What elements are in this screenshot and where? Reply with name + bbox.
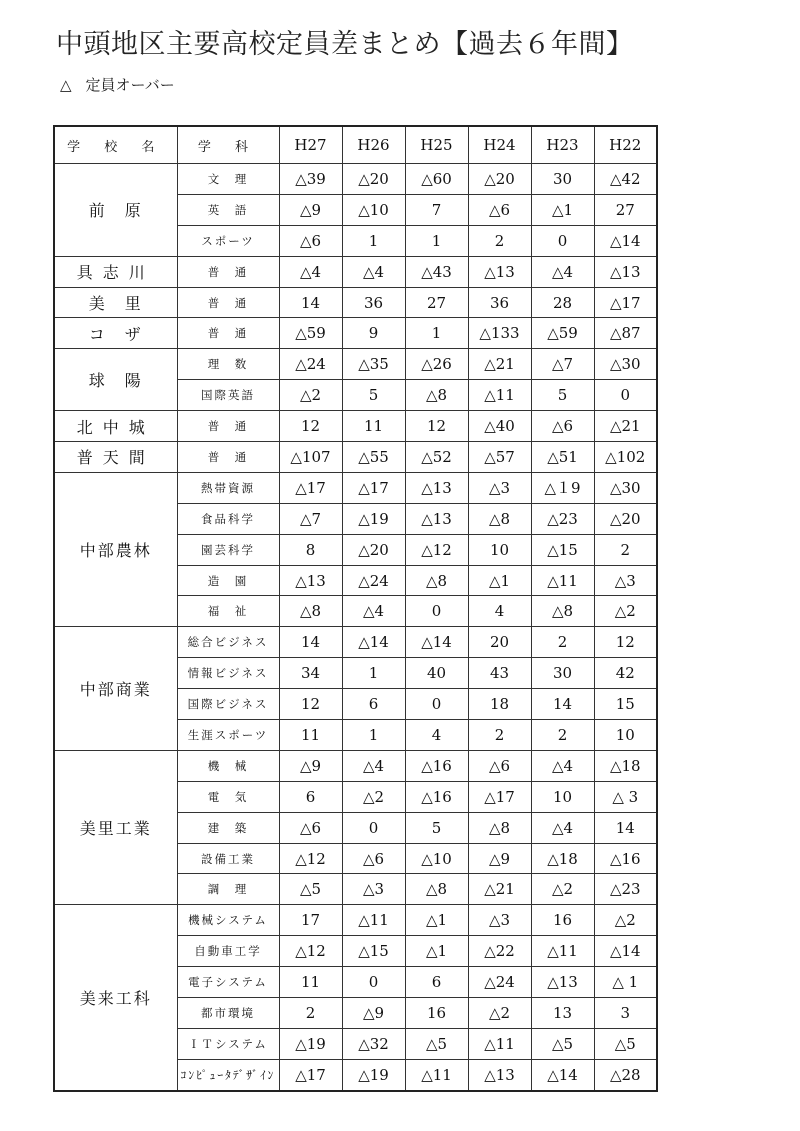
value-cell: △14 bbox=[594, 936, 657, 967]
department-cell: 建 築 bbox=[177, 812, 279, 843]
school-name-cell: 普天間 bbox=[54, 442, 177, 473]
value-cell: △18 bbox=[531, 843, 594, 874]
value-cell: △43 bbox=[405, 256, 468, 287]
school-name-cell: 北中城 bbox=[54, 411, 177, 442]
table-row bbox=[54, 905, 657, 936]
value-cell: △10 bbox=[342, 194, 405, 225]
value-cell: △19 bbox=[342, 503, 405, 534]
value-cell: 10 bbox=[468, 534, 531, 565]
value-cell: △11 bbox=[405, 1059, 468, 1090]
value-cell: 6 bbox=[279, 781, 342, 812]
value-cell: △30 bbox=[594, 472, 657, 503]
value-cell: 0 bbox=[342, 812, 405, 843]
value-cell: △6 bbox=[279, 812, 342, 843]
value-cell: △8 bbox=[468, 503, 531, 534]
value-cell: △17 bbox=[279, 1059, 342, 1090]
value-cell: △28 bbox=[594, 1059, 657, 1090]
value-cell: △8 bbox=[405, 874, 468, 905]
value-cell: 6 bbox=[342, 689, 405, 720]
department-cell: スポーツ bbox=[177, 225, 279, 256]
value-cell: 1 bbox=[342, 658, 405, 689]
value-cell: △21 bbox=[468, 349, 531, 380]
value-cell: 6 bbox=[405, 967, 468, 998]
value-cell: △60 bbox=[405, 164, 468, 195]
value-cell: 40 bbox=[405, 658, 468, 689]
value-cell: △4 bbox=[342, 256, 405, 287]
value-cell: △13 bbox=[594, 256, 657, 287]
value-cell: △2 bbox=[468, 998, 531, 1029]
school-name-cell: 美 里 bbox=[54, 287, 177, 318]
value-cell: △133 bbox=[468, 318, 531, 349]
value-cell: △4 bbox=[531, 256, 594, 287]
value-cell: △8 bbox=[405, 380, 468, 411]
department-cell: 普 通 bbox=[177, 318, 279, 349]
value-cell: 16 bbox=[531, 905, 594, 936]
department-cell: 福 祉 bbox=[177, 596, 279, 627]
department-cell: 都市環境 bbox=[177, 998, 279, 1029]
value-cell: △9 bbox=[279, 194, 342, 225]
value-cell: 0 bbox=[405, 596, 468, 627]
value-cell: 15 bbox=[594, 689, 657, 720]
value-cell: △14 bbox=[531, 1059, 594, 1090]
value-cell: △11 bbox=[531, 936, 594, 967]
value-cell: △1 bbox=[405, 905, 468, 936]
header-year: H24 bbox=[468, 126, 531, 164]
table-row bbox=[54, 164, 657, 195]
table-row bbox=[54, 256, 657, 287]
table-body bbox=[54, 164, 657, 1091]
value-cell: △2 bbox=[342, 781, 405, 812]
value-cell: 11 bbox=[279, 967, 342, 998]
value-cell: △6 bbox=[468, 194, 531, 225]
value-cell: △2 bbox=[594, 905, 657, 936]
value-cell: △1 bbox=[531, 194, 594, 225]
value-cell: △15 bbox=[342, 936, 405, 967]
value-cell: △24 bbox=[279, 349, 342, 380]
value-cell: 1 bbox=[342, 720, 405, 751]
value-cell: 34 bbox=[279, 658, 342, 689]
value-cell: △21 bbox=[594, 411, 657, 442]
value-cell: △59 bbox=[531, 318, 594, 349]
value-cell: △21 bbox=[468, 874, 531, 905]
header-school: 学 校 名 bbox=[54, 126, 177, 164]
legend-note bbox=[60, 74, 175, 95]
value-cell: △8 bbox=[531, 596, 594, 627]
school-name-cell: 具志川 bbox=[54, 256, 177, 287]
table-row bbox=[54, 627, 657, 658]
value-cell: △16 bbox=[405, 781, 468, 812]
value-cell: △26 bbox=[405, 349, 468, 380]
value-cell: 14 bbox=[531, 689, 594, 720]
table-row bbox=[54, 349, 657, 380]
value-cell: △23 bbox=[594, 874, 657, 905]
value-cell: 42 bbox=[594, 658, 657, 689]
value-cell: △3 bbox=[468, 472, 531, 503]
value-cell: △4 bbox=[342, 596, 405, 627]
value-cell: △20 bbox=[468, 164, 531, 195]
value-cell: △5 bbox=[279, 874, 342, 905]
value-cell: △4 bbox=[531, 750, 594, 781]
school-name-cell: 美来工科 bbox=[54, 905, 177, 1091]
department-cell: 国際ビジネス bbox=[177, 689, 279, 720]
legend-note-text: 定員オーバー bbox=[85, 76, 175, 94]
header-year: H27 bbox=[279, 126, 342, 164]
value-cell: 2 bbox=[468, 225, 531, 256]
capacity-difference-table bbox=[53, 125, 658, 1092]
department-cell: 電 気 bbox=[177, 781, 279, 812]
value-cell: △5 bbox=[594, 1028, 657, 1059]
value-cell: △35 bbox=[342, 349, 405, 380]
value-cell: △2 bbox=[531, 874, 594, 905]
value-cell: △8 bbox=[468, 812, 531, 843]
department-cell: ｺﾝﾋﾟｭｰﾀﾃﾞｻﾞｲﾝ bbox=[177, 1059, 279, 1090]
department-cell: 電子システム bbox=[177, 967, 279, 998]
value-cell: 20 bbox=[468, 627, 531, 658]
value-cell: △22 bbox=[468, 936, 531, 967]
department-cell: 普 通 bbox=[177, 287, 279, 318]
value-cell: △12 bbox=[279, 843, 342, 874]
department-cell: 総合ビジネス bbox=[177, 627, 279, 658]
department-cell: 調 理 bbox=[177, 874, 279, 905]
value-cell: △23 bbox=[531, 503, 594, 534]
value-cell: △13 bbox=[468, 1059, 531, 1090]
value-cell: 3 bbox=[594, 998, 657, 1029]
value-cell: △１9 bbox=[531, 472, 594, 503]
value-cell: 1 bbox=[342, 225, 405, 256]
value-cell: △6 bbox=[531, 411, 594, 442]
value-cell: 14 bbox=[594, 812, 657, 843]
value-cell: △7 bbox=[279, 503, 342, 534]
department-cell: 熱帯資源 bbox=[177, 472, 279, 503]
value-cell: 43 bbox=[468, 658, 531, 689]
value-cell: 27 bbox=[405, 287, 468, 318]
value-cell: 27 bbox=[594, 194, 657, 225]
value-cell: △ 3 bbox=[594, 781, 657, 812]
table-row bbox=[54, 318, 657, 349]
department-cell: 普 通 bbox=[177, 411, 279, 442]
value-cell: △16 bbox=[594, 843, 657, 874]
school-name-cell: 中部農林 bbox=[54, 472, 177, 626]
value-cell: 5 bbox=[531, 380, 594, 411]
value-cell: △17 bbox=[342, 472, 405, 503]
value-cell: 30 bbox=[531, 658, 594, 689]
value-cell: 14 bbox=[279, 287, 342, 318]
department-cell: 機 械 bbox=[177, 750, 279, 781]
value-cell: △57 bbox=[468, 442, 531, 473]
value-cell: 1 bbox=[405, 318, 468, 349]
value-cell: △20 bbox=[594, 503, 657, 534]
value-cell: △13 bbox=[405, 472, 468, 503]
value-cell: △ 1 bbox=[594, 967, 657, 998]
value-cell: △14 bbox=[594, 225, 657, 256]
department-cell: 造 園 bbox=[177, 565, 279, 596]
value-cell: 18 bbox=[468, 689, 531, 720]
value-cell: △19 bbox=[279, 1028, 342, 1059]
value-cell: △9 bbox=[279, 750, 342, 781]
page-title: 中頭地区主要高校定員差まとめ【過去６年間】 bbox=[56, 29, 634, 60]
value-cell: △13 bbox=[279, 565, 342, 596]
value-cell: △55 bbox=[342, 442, 405, 473]
school-name-cell: 前 原 bbox=[54, 164, 177, 257]
header-year: H25 bbox=[405, 126, 468, 164]
value-cell: 12 bbox=[594, 627, 657, 658]
value-cell: 0 bbox=[342, 967, 405, 998]
header-row bbox=[54, 126, 657, 164]
department-cell: 自動車工学 bbox=[177, 936, 279, 967]
value-cell: △16 bbox=[405, 750, 468, 781]
department-cell: 国際英語 bbox=[177, 380, 279, 411]
value-cell: △10 bbox=[405, 843, 468, 874]
value-cell: △87 bbox=[594, 318, 657, 349]
triangle-symbol: △ bbox=[60, 76, 72, 94]
department-cell: 情報ビジネス bbox=[177, 658, 279, 689]
value-cell: 12 bbox=[279, 411, 342, 442]
value-cell: 11 bbox=[342, 411, 405, 442]
value-cell: 13 bbox=[531, 998, 594, 1029]
value-cell: △19 bbox=[342, 1059, 405, 1090]
value-cell: △32 bbox=[342, 1028, 405, 1059]
value-cell: △3 bbox=[342, 874, 405, 905]
department-cell: ＩＴシステム bbox=[177, 1028, 279, 1059]
value-cell: △13 bbox=[468, 256, 531, 287]
value-cell: △4 bbox=[342, 750, 405, 781]
value-cell: △59 bbox=[279, 318, 342, 349]
value-cell: △4 bbox=[531, 812, 594, 843]
value-cell: △6 bbox=[342, 843, 405, 874]
department-cell: 英 語 bbox=[177, 194, 279, 225]
table-row bbox=[54, 287, 657, 318]
value-cell: 36 bbox=[342, 287, 405, 318]
value-cell: △8 bbox=[405, 565, 468, 596]
value-cell: 1 bbox=[405, 225, 468, 256]
value-cell: △13 bbox=[405, 503, 468, 534]
value-cell: △3 bbox=[468, 905, 531, 936]
value-cell: △20 bbox=[342, 164, 405, 195]
value-cell: △20 bbox=[342, 534, 405, 565]
value-cell: △107 bbox=[279, 442, 342, 473]
value-cell: 5 bbox=[405, 812, 468, 843]
header-dept: 学 科 bbox=[177, 126, 279, 164]
value-cell: 7 bbox=[405, 194, 468, 225]
value-cell: △2 bbox=[594, 596, 657, 627]
value-cell: △15 bbox=[531, 534, 594, 565]
value-cell: △9 bbox=[342, 998, 405, 1029]
value-cell: △102 bbox=[594, 442, 657, 473]
value-cell: 10 bbox=[594, 720, 657, 751]
value-cell: △13 bbox=[531, 967, 594, 998]
value-cell: 36 bbox=[468, 287, 531, 318]
value-cell: △2 bbox=[279, 380, 342, 411]
department-cell: 普 通 bbox=[177, 256, 279, 287]
school-name-cell: コ ザ bbox=[54, 318, 177, 349]
value-cell: △7 bbox=[531, 349, 594, 380]
department-cell: 普 通 bbox=[177, 442, 279, 473]
value-cell: △11 bbox=[342, 905, 405, 936]
table-row bbox=[54, 750, 657, 781]
value-cell: 4 bbox=[468, 596, 531, 627]
school-name-cell: 美里工業 bbox=[54, 750, 177, 904]
value-cell: △12 bbox=[279, 936, 342, 967]
school-name-cell: 球 陽 bbox=[54, 349, 177, 411]
table-row bbox=[54, 472, 657, 503]
value-cell: 14 bbox=[279, 627, 342, 658]
value-cell: 2 bbox=[594, 534, 657, 565]
value-cell: △5 bbox=[531, 1028, 594, 1059]
value-cell: △30 bbox=[594, 349, 657, 380]
value-cell: △6 bbox=[279, 225, 342, 256]
value-cell: △1 bbox=[405, 936, 468, 967]
value-cell: 17 bbox=[279, 905, 342, 936]
value-cell: △18 bbox=[594, 750, 657, 781]
value-cell: △42 bbox=[594, 164, 657, 195]
value-cell: 16 bbox=[405, 998, 468, 1029]
value-cell: △11 bbox=[531, 565, 594, 596]
value-cell: △4 bbox=[279, 256, 342, 287]
value-cell: 4 bbox=[405, 720, 468, 751]
value-cell: △3 bbox=[594, 565, 657, 596]
value-cell: 2 bbox=[531, 720, 594, 751]
value-cell: 8 bbox=[279, 534, 342, 565]
value-cell: △39 bbox=[279, 164, 342, 195]
value-cell: 2 bbox=[531, 627, 594, 658]
value-cell: 0 bbox=[531, 225, 594, 256]
value-cell: △5 bbox=[405, 1028, 468, 1059]
value-cell: △9 bbox=[468, 843, 531, 874]
value-cell: △40 bbox=[468, 411, 531, 442]
value-cell: 2 bbox=[279, 998, 342, 1029]
value-cell: △24 bbox=[342, 565, 405, 596]
value-cell: △51 bbox=[531, 442, 594, 473]
value-cell: △14 bbox=[342, 627, 405, 658]
value-cell: 12 bbox=[279, 689, 342, 720]
value-cell: 5 bbox=[342, 380, 405, 411]
department-cell: 文 理 bbox=[177, 164, 279, 195]
value-cell: △6 bbox=[468, 750, 531, 781]
header-year: H22 bbox=[594, 126, 657, 164]
value-cell: △17 bbox=[594, 287, 657, 318]
value-cell: △24 bbox=[468, 967, 531, 998]
department-cell: 園芸科学 bbox=[177, 534, 279, 565]
value-cell: 2 bbox=[468, 720, 531, 751]
value-cell: 30 bbox=[531, 164, 594, 195]
department-cell: 生涯スポーツ bbox=[177, 720, 279, 751]
value-cell: 10 bbox=[531, 781, 594, 812]
value-cell: 28 bbox=[531, 287, 594, 318]
value-cell: △17 bbox=[279, 472, 342, 503]
table-row bbox=[54, 411, 657, 442]
header-year: H26 bbox=[342, 126, 405, 164]
value-cell: △1 bbox=[468, 565, 531, 596]
table-row bbox=[54, 442, 657, 473]
value-cell: △17 bbox=[468, 781, 531, 812]
value-cell: 9 bbox=[342, 318, 405, 349]
department-cell: 理 数 bbox=[177, 349, 279, 380]
department-cell: 設備工業 bbox=[177, 843, 279, 874]
header-year: H23 bbox=[531, 126, 594, 164]
value-cell: △52 bbox=[405, 442, 468, 473]
value-cell: △8 bbox=[279, 596, 342, 627]
department-cell: 機械システム bbox=[177, 905, 279, 936]
value-cell: 0 bbox=[594, 380, 657, 411]
value-cell: △14 bbox=[405, 627, 468, 658]
value-cell: △12 bbox=[405, 534, 468, 565]
school-name-cell: 中部商業 bbox=[54, 627, 177, 751]
department-cell: 食品科学 bbox=[177, 503, 279, 534]
value-cell: △11 bbox=[468, 1028, 531, 1059]
value-cell: 11 bbox=[279, 720, 342, 751]
value-cell: 12 bbox=[405, 411, 468, 442]
value-cell: △11 bbox=[468, 380, 531, 411]
value-cell: 0 bbox=[405, 689, 468, 720]
